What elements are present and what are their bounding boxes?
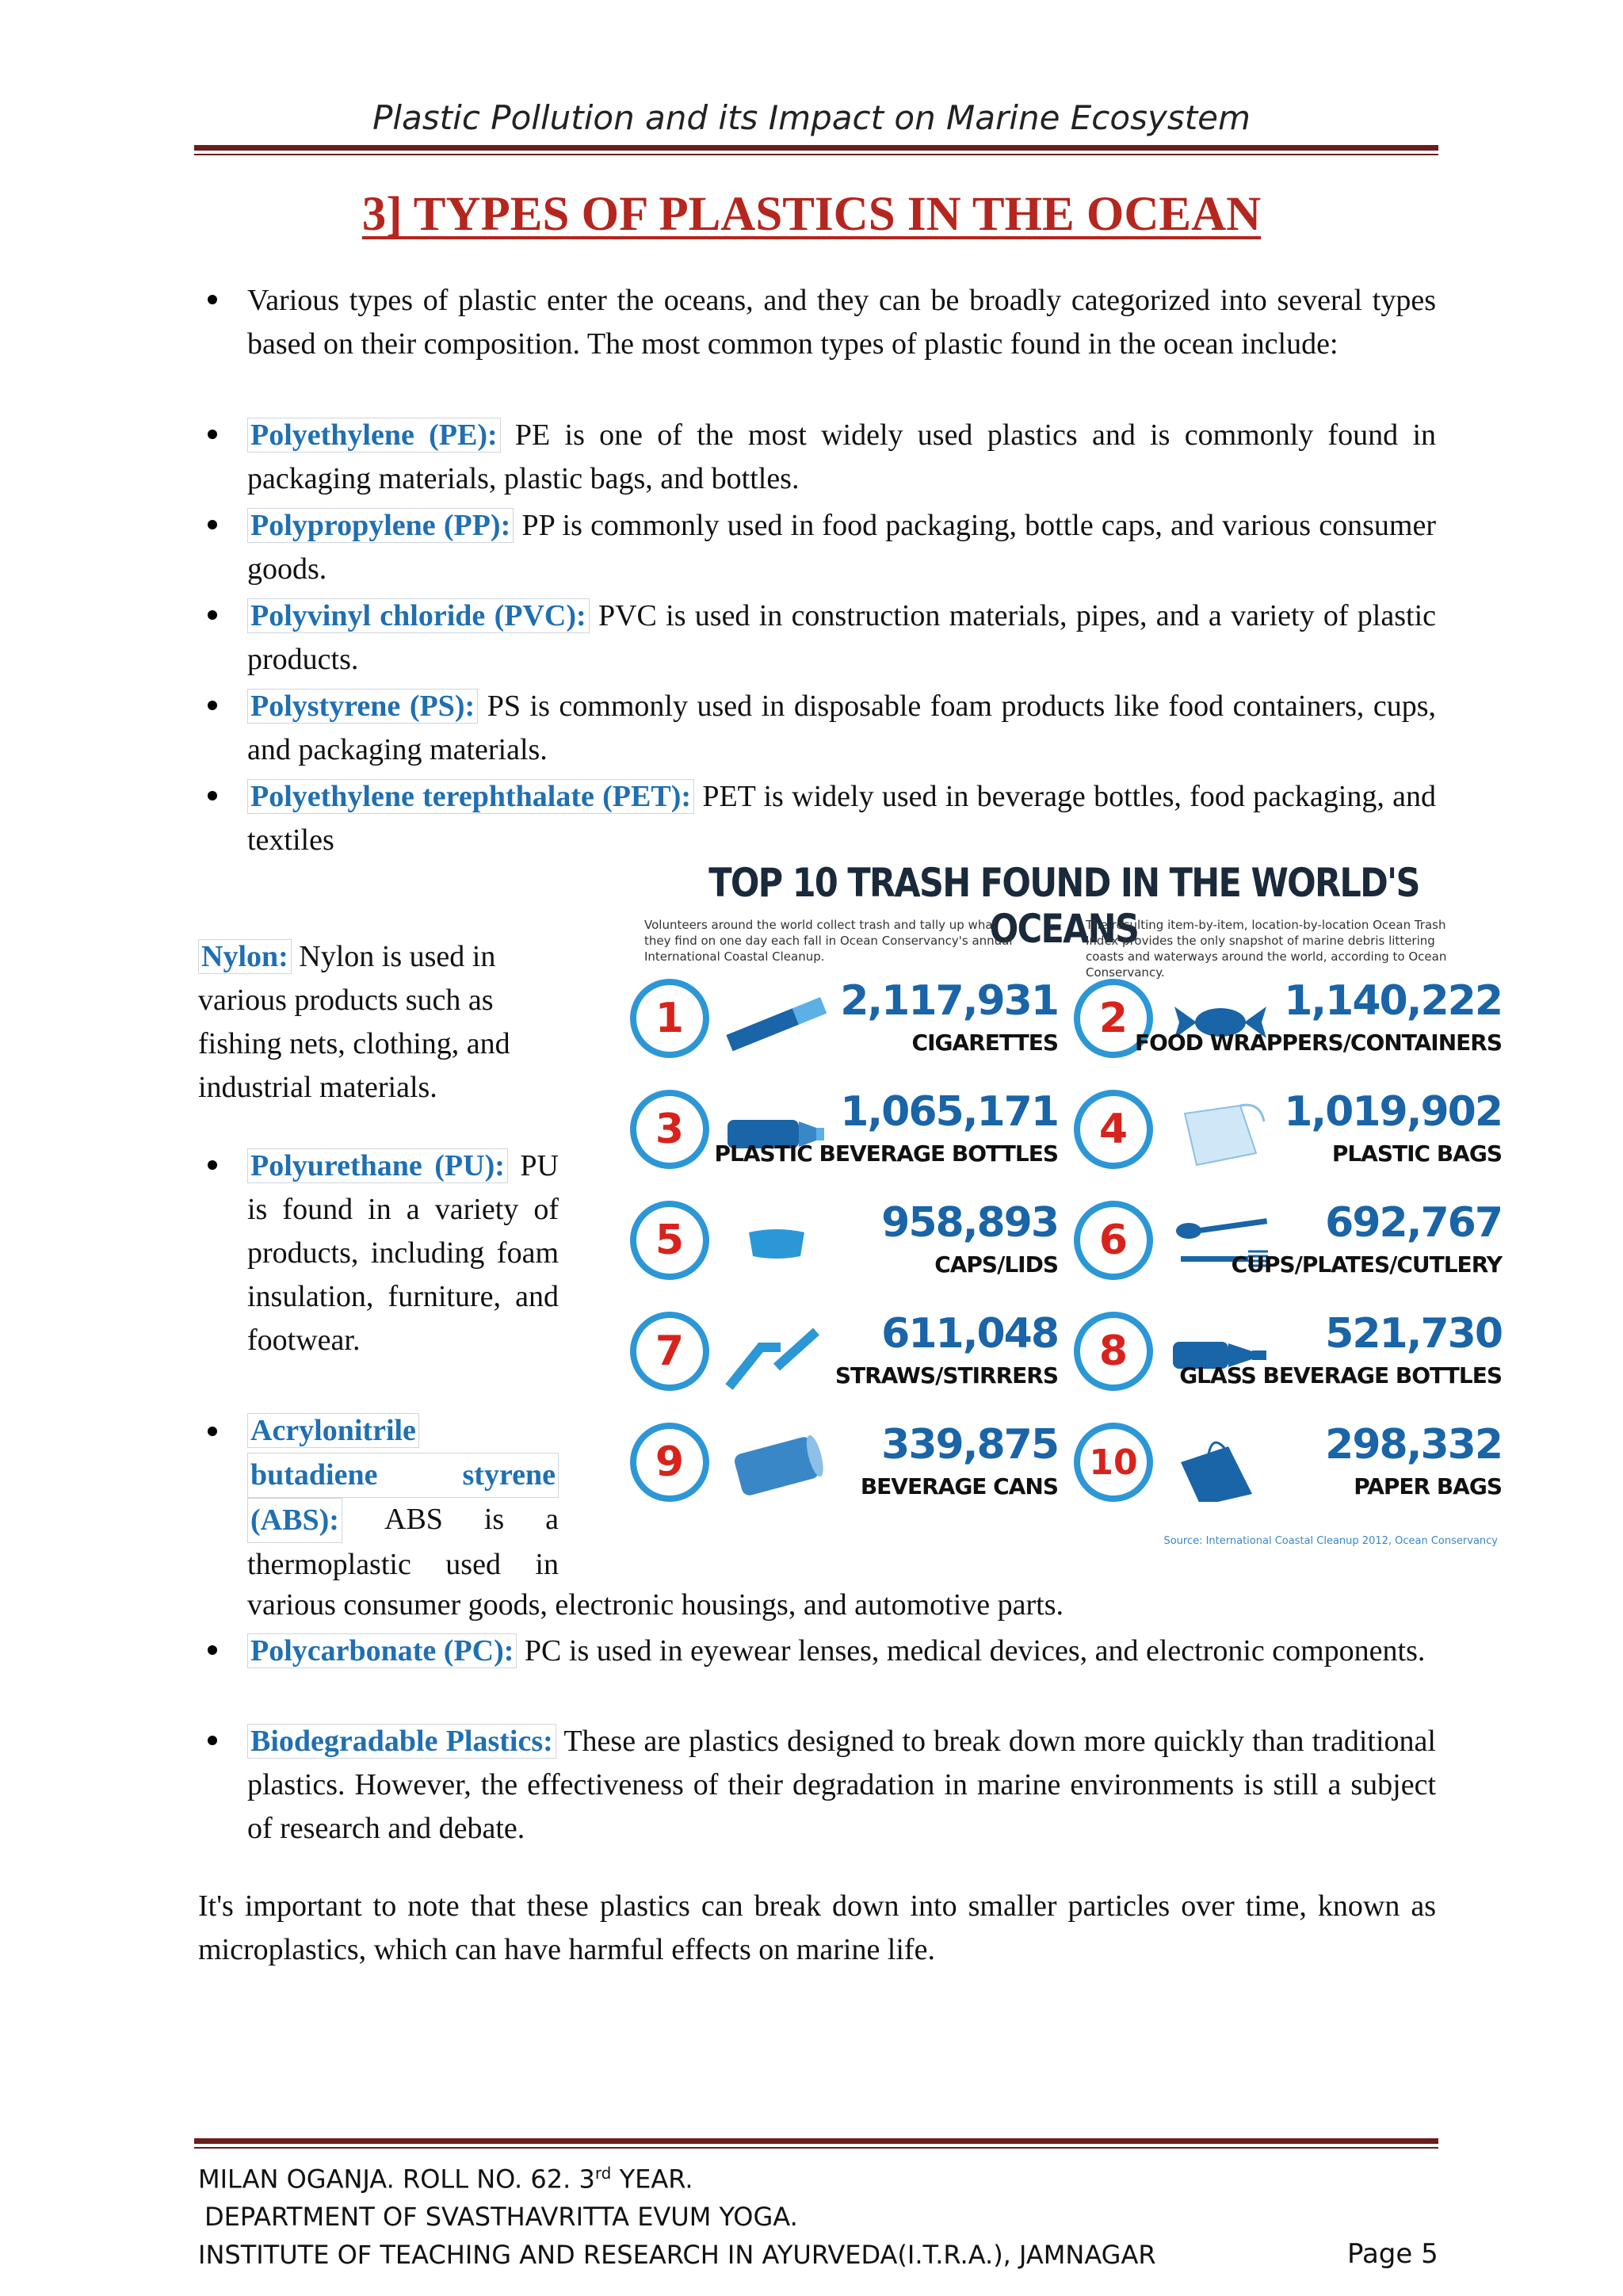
item-count: 298,332 xyxy=(1325,1421,1502,1469)
rank-badge: 7 xyxy=(630,1312,709,1391)
footer-rule xyxy=(194,2138,1438,2144)
desc-pu: PU is found in a variety of products, including foam insulation, furniture, and footwear. xyxy=(247,1149,559,1357)
bullet-dot xyxy=(208,295,217,304)
bullet-dot xyxy=(208,791,217,800)
desc-abs-tail: various consumer goods, electronic housings, and automotive parts. xyxy=(247,1588,1064,1622)
item-label: CUPS/PLATES/CUTLERY xyxy=(1231,1251,1502,1278)
footer-institute: INSTITUTE OF TEACHING AND RESEARCH IN AYURVEDA(I.T.R.A.), JAMNAGAR xyxy=(198,2240,1156,2270)
term-abs-line3: (ABS): xyxy=(247,1498,342,1543)
term-bio: Biodegradable Plastics: xyxy=(247,1724,556,1759)
infographic-source: Source: International Coastal Cleanup 2012, Ocean Conservancy xyxy=(1163,1535,1498,1547)
trash-item xyxy=(630,1423,1058,1518)
list-item-pp xyxy=(247,504,1436,591)
desc-bio: These are plastics designed to break down more quickly than traditional plastics. However, the effectiveness of their degradation in marine environments is still a subject of research and debate. xyxy=(247,1725,1436,1845)
term-abs-line2: butadiene styrene xyxy=(247,1453,559,1498)
trash-item xyxy=(1074,1090,1502,1185)
item-label: FOOD WRAPPERS/CONTAINERS xyxy=(1134,1030,1502,1056)
bullet-dot xyxy=(208,520,217,529)
item-label: STRAWS/STIRRERS xyxy=(834,1362,1058,1389)
intro-paragraph: Various types of plastic enter the oceans, and they can be broadly categorized into several types based on their composition. The most common types of plastic found in the ocean include: xyxy=(247,284,1436,361)
item-label: PLASTIC BAGS xyxy=(1331,1140,1502,1167)
item-label: PLASTIC BEVERAGE BOTTLES xyxy=(714,1140,1058,1167)
infographic-title: TOP 10 TRASH FOUND IN THE WORLD'S OCEANS xyxy=(708,860,1419,952)
cigarette-icon xyxy=(721,987,832,1058)
desc-nylon: Nylon is used in various products such as fishing nets, clothing, and industrial materials. xyxy=(198,940,510,1104)
bullet-dot xyxy=(208,701,217,710)
conclusion-paragraph: It's important to note that these plastics can break down into smaller particles over time, known as microplastics, which can have harmful effects on marine life. xyxy=(198,1889,1436,1966)
bullet-dot xyxy=(208,430,217,439)
trash-item xyxy=(1074,979,1502,1074)
trash-item xyxy=(630,1090,1058,1185)
bullet-dot xyxy=(208,1736,217,1745)
rank-badge: 5 xyxy=(630,1201,709,1280)
trash-item xyxy=(630,1201,1058,1296)
desc-pc: PC is used in eyewear lenses, medical devices, and electronic components. xyxy=(524,1634,1426,1668)
desc-pe: PE is one of the most widely used plastics and is commonly found in packaging materials, plastic bags, and bottles. xyxy=(247,418,1437,495)
item-label: CAPS/LIDS xyxy=(934,1251,1058,1278)
list-item-ps xyxy=(247,685,1436,772)
footer-author-text: MILAN OGANJA. ROLL NO. 62. 3 xyxy=(198,2164,595,2195)
plastic-bag-icon xyxy=(1165,1098,1276,1169)
footer-year: YEAR. xyxy=(611,2164,693,2195)
running-header: Plastic Pollution and its Impact on Marine Ecosystem xyxy=(372,98,1251,137)
item-count: 2,117,931 xyxy=(840,977,1058,1025)
paper-bag-icon xyxy=(1165,1431,1276,1502)
term-pvc: Polyvinyl chloride (PVC): xyxy=(247,598,590,633)
rank-badge: 6 xyxy=(1074,1201,1153,1280)
trash-item xyxy=(1074,1312,1502,1407)
desc-pet: PET is widely used in beverage bottles, food packaging, and textiles xyxy=(247,780,1436,857)
rank-badge: 1 xyxy=(630,979,709,1058)
desc-abs-short: ABS is a xyxy=(384,1503,559,1536)
trash-item xyxy=(630,1312,1058,1407)
page-number: Page 5 xyxy=(1347,2238,1438,2270)
list-item-bio xyxy=(247,1720,1436,1851)
desc-pp: PP is commonly used in food packaging, bottle caps, and various consumer goods. xyxy=(247,509,1437,586)
item-count: 339,875 xyxy=(881,1421,1058,1469)
trash-item xyxy=(630,979,1058,1074)
term-ps: Polystyrene (PS): xyxy=(247,689,478,724)
item-label: GLASS BEVERAGE BOTTLES xyxy=(1179,1362,1502,1389)
item-label: CIGARETTES xyxy=(911,1030,1058,1056)
beverage-can-icon xyxy=(721,1431,832,1502)
header-rule-thin xyxy=(194,154,1438,155)
item-label: PAPER BAGS xyxy=(1354,1473,1502,1499)
nylon-paragraph xyxy=(198,935,547,1110)
list-item-pu xyxy=(247,1144,559,1362)
infographic-desc-left: Volunteers around the world collect trash and tally up what they find on one day each fall in Ocean Conservancy's annual International Coastal Cleanup. xyxy=(644,918,1013,964)
term-pe: Polyethylene (PE): xyxy=(247,418,501,453)
rank-badge: 4 xyxy=(1074,1090,1153,1169)
term-pu: Polyurethane (PU): xyxy=(247,1148,508,1183)
straw-icon xyxy=(721,1320,832,1391)
trash-item xyxy=(1074,1201,1502,1296)
item-label: BEVERAGE CANS xyxy=(860,1473,1058,1499)
desc-abs-line: thermoplastic used in xyxy=(247,1548,559,1581)
item-count: 611,048 xyxy=(881,1310,1058,1358)
top10-trash-infographic xyxy=(622,860,1506,1553)
footer-department: DEPARTMENT OF SVASTHAVRITTA EVUM YOGA. xyxy=(204,2202,798,2232)
item-count: 1,019,902 xyxy=(1284,1088,1502,1136)
rank-badge: 3 xyxy=(630,1090,709,1169)
header-rule xyxy=(194,145,1438,151)
list-item-abs xyxy=(247,1409,559,1587)
section-title: 3] TYPES OF PLASTICS IN THE OCEAN xyxy=(361,188,1262,241)
infographic-desc-right: The resulting item-by-item, location-by-location Ocean Trash Index provides the only snapshot of marine debris littering coasts and waterways around the world, according to Ocean Conservancy. xyxy=(1086,918,1447,980)
item-count: 958,893 xyxy=(881,1199,1058,1247)
bullet-dot xyxy=(208,1645,217,1655)
rank-badge: 9 xyxy=(630,1423,709,1502)
item-count: 1,065,171 xyxy=(840,1088,1058,1136)
list-item-pet xyxy=(247,775,1436,862)
bullet-dot xyxy=(208,610,217,620)
item-count: 692,767 xyxy=(1325,1199,1502,1247)
rank-badge: 8 xyxy=(1074,1312,1153,1391)
rank-badge: 2 xyxy=(1074,979,1153,1058)
rank-badge: 10 xyxy=(1074,1423,1153,1502)
footer-author xyxy=(198,2164,693,2195)
term-pet: Polyethylene terephthalate (PET): xyxy=(247,779,694,814)
trash-item xyxy=(1074,1423,1502,1518)
list-item-pe xyxy=(247,414,1436,501)
footer-rule-thin xyxy=(194,2147,1438,2149)
term-pc: Polycarbonate (PC): xyxy=(247,1633,517,1668)
term-pp: Polypropylene (PP): xyxy=(247,508,514,543)
list-item-pc xyxy=(247,1629,1436,1673)
bullet-dot xyxy=(208,1160,217,1170)
desc-ps: PS is commonly used in disposable foam products like food containers, cups, and packaging materials. xyxy=(247,690,1436,766)
item-count: 521,730 xyxy=(1325,1310,1502,1358)
desc-pvc: PVC is used in construction materials, pipes, and a variety of plastic products. xyxy=(247,599,1436,676)
footer-ordinal: rd xyxy=(594,2164,612,2183)
term-nylon: Nylon: xyxy=(198,939,292,974)
term-abs-line1: Acrylonitrile xyxy=(247,1413,419,1448)
list-item-pvc xyxy=(247,594,1436,682)
bullet-dot xyxy=(208,1427,217,1436)
item-count: 1,140,222 xyxy=(1284,977,1502,1025)
bottle-cap-icon xyxy=(721,1209,832,1280)
